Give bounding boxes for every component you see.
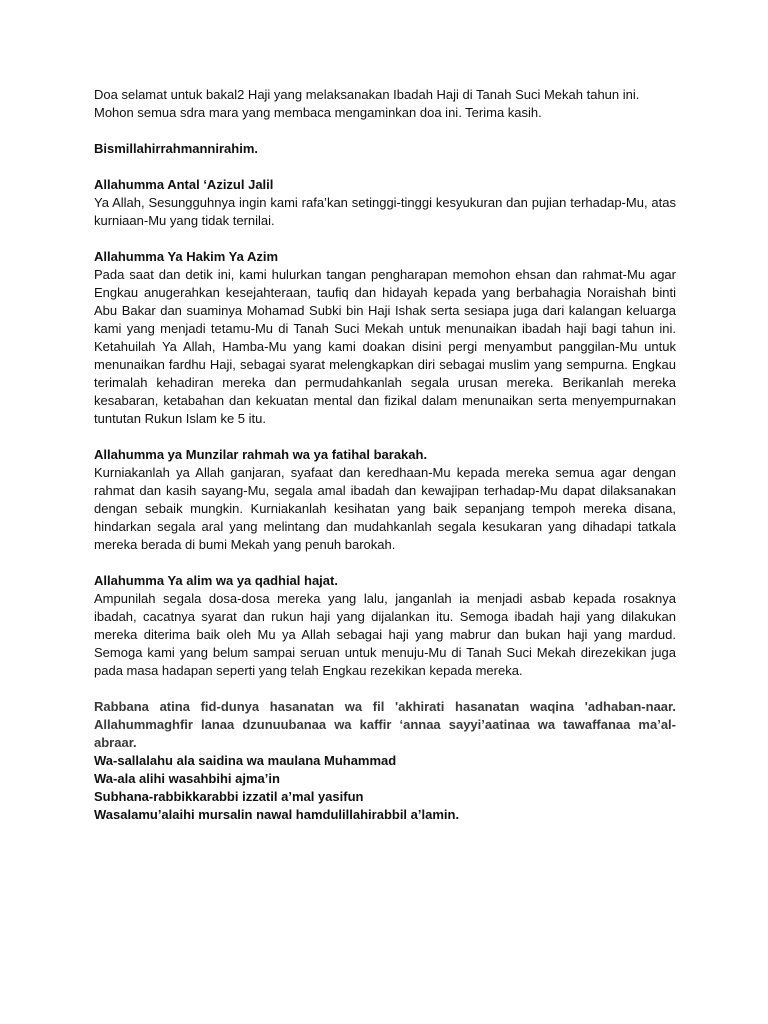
closing-block [94, 698, 676, 824]
section-body: Kurniakanlah ya Allah ganjaran, syafaat dan keredhaan-Mu kepada mereka semua agar dengan rahmat dan kasih sayang-Mu, segala amal ibadah dan kewajipan terhadap-Mu dapat dilaksanakan dengan sebaik mungkin. Kurniakanlah kesihatan yang baik sepanjang tempoh mereka disana, hindarkan segala aral yang melintang dan mudahkanlah segala kesukaran yang dihadapi tatkala mereka berada di bumi Mekah yang penuh barokah. [94, 465, 676, 552]
section-4 [94, 572, 676, 680]
section-1 [94, 176, 676, 230]
intro-paragraph [94, 86, 676, 122]
section-heading: Allahumma Antal ‘Azizul Jalil [94, 177, 274, 192]
closing-line-2: Wa-ala alihi wasahbihi ajma’in [94, 771, 280, 786]
bismillah-line: Bismillahirrahmannirahim. [94, 141, 258, 156]
section-2 [94, 248, 676, 428]
closing-line-3: Subhana-rabbikkarabbi izzatil a’mal yasifun [94, 789, 364, 804]
intro-line-2: Mohon semua sdra mara yang membaca mengaminkan doa ini. Terima kasih. [94, 105, 542, 120]
rabbana-paragraph: Rabbana atina fid-dunya hasanatan wa fil 'akhirati hasanatan waqina 'adhaban-naar. Allahummaghfir lanaa dzunuubanaa wa kaffir ‘annaa sayyi’aatinaa wa tawaffanaa ma’al-abraar. [94, 699, 676, 750]
section-heading: Allahumma Ya alim wa ya qadhial hajat. [94, 573, 338, 588]
section-heading: Allahumma ya Munzilar rahmah wa ya fatihal barakah. [94, 447, 428, 462]
intro-line-1: Doa selamat untuk bakal2 Haji yang melaksanakan Ibadah Haji di Tanah Suci Mekah tahun ini. [94, 87, 640, 102]
section-heading: Allahumma Ya Hakim Ya Azim [94, 249, 279, 264]
section-body: Pada saat dan detik ini, kami hulurkan tangan pengharapan memohon ehsan dan rahmat-Mu agar Engkau anugerahkan kesejahteraan, taufiq dan hidayah kepada yang berbahagia Noraishah binti Abu Bakar dan suaminya Mohamad Subki bin Haji Ishak serta sesiapa juga dari kalangan keluarga kami yang menjadi tetamu-Mu di Tanah Suci Mekah untuk menunaikan ibadah haji bagi tahun ini. Ketahuilah Ya Allah, Hamba-Mu yang kami doakan disini pergi menyambut panggilan-Mu untuk menunaikan fardhu Haji, sebagai syarat melengkapkan diri sebagai muslim yang sempurna. Engkau terimalah kehadiran mereka dan permudahkanlah segala urusan mereka. Berikanlah mereka kesabaran, ketabahan dan kekuatan mental dan fizikal dalam menunaikan serta menyempurnakan tuntutan Rukun Islam ke 5 itu. [94, 267, 676, 426]
section-3 [94, 446, 676, 554]
closing-line-4: Wasalamu’alaihi mursalin nawal hamdulillahirabbil a’lamin. [94, 807, 460, 822]
closing-line-1: Wa-sallalahu ala saidina wa maulana Muhammad [94, 753, 397, 768]
document-page [94, 86, 676, 824]
section-body: Ya Allah, Sesungguhnya ingin kami rafa’kan setinggi-tinggi kesyukuran dan pujian terhadap-Mu, atas kurniaan-Mu yang tidak ternilai. [94, 195, 676, 228]
section-body: Ampunilah segala dosa-dosa mereka yang lalu, janganlah ia menjadi asbab kepada rosaknya ibadah, cacatnya syarat dan rukun haji yang dijalankan itu. Semoga ibadah haji yang dilakukan mereka diterima baik oleh Mu ya Allah sebagai haji yang mabrur dan bukan haji yang mardud. Semoga kami yang belum sampai seruan untuk menuju-Mu di Tanah Suci Mekah direzekikan juga pada masa hadapan seperti yang telah Engkau rezekikan kepada mereka. [94, 591, 676, 678]
